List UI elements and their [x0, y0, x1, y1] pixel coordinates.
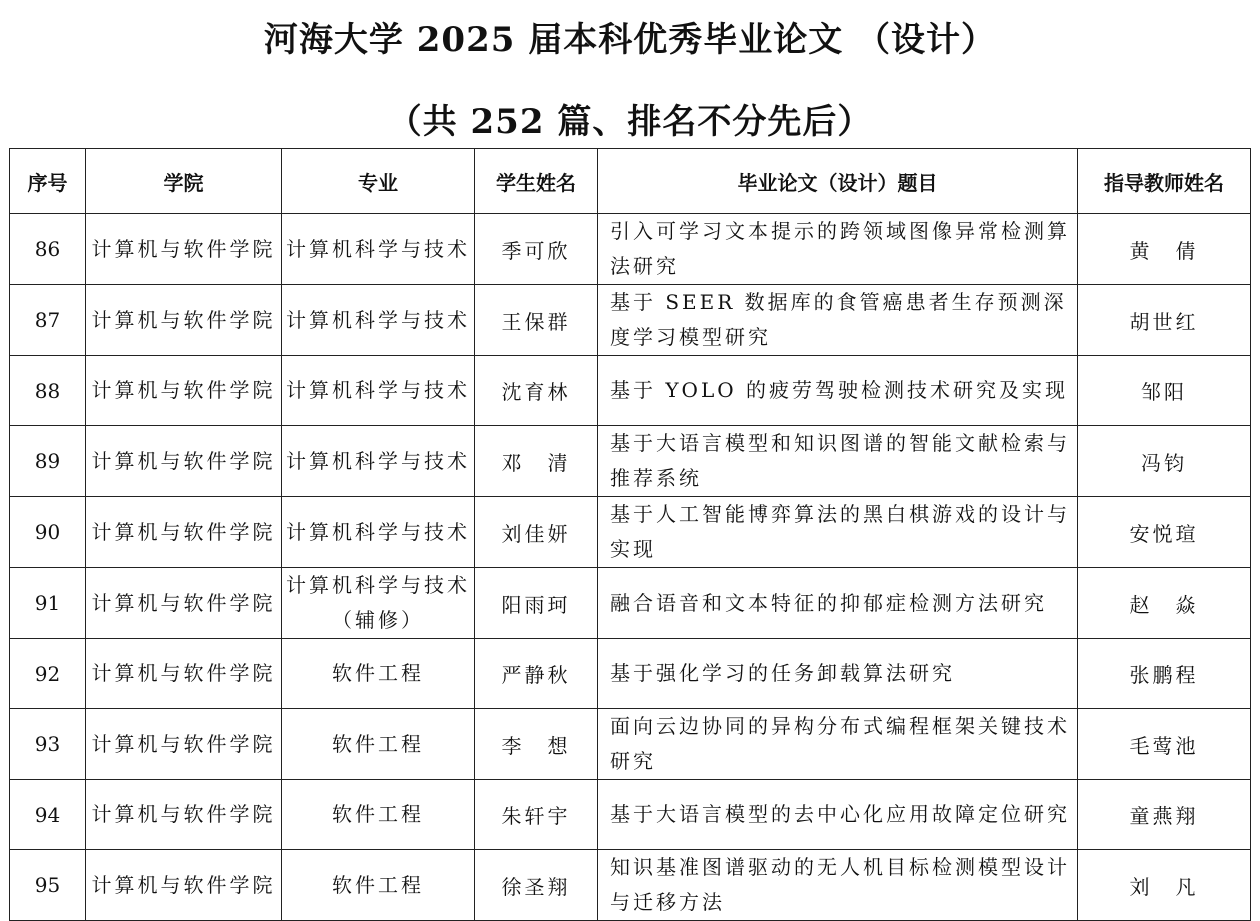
- cell-college: 计算机与软件学院: [86, 780, 282, 850]
- cell-advisor: 安悦瑄: [1078, 497, 1251, 568]
- cell-college: 计算机与软件学院: [86, 568, 282, 639]
- header-major: 专业: [282, 149, 475, 214]
- table-header-row: [10, 149, 1251, 214]
- cell-college: 计算机与软件学院: [86, 850, 282, 921]
- cell-thesis-title: 基于人工智能博弈算法的黑白棋游戏的设计与实现: [598, 497, 1078, 568]
- header-college: 学院: [86, 149, 282, 214]
- header-thesis-title: 毕业论文（设计）题目: [598, 149, 1078, 214]
- cell-no: 86: [10, 214, 86, 285]
- cell-thesis-title: 融合语音和文本特征的抑郁症检测方法研究: [598, 568, 1078, 639]
- cell-major: 计算机科学与技术: [282, 356, 475, 426]
- table-row: [10, 497, 1251, 568]
- cell-advisor: 童燕翔: [1078, 780, 1251, 850]
- cell-major: 计算机科学与技术: [282, 497, 475, 568]
- cell-major: 软件工程: [282, 780, 475, 850]
- cell-major: 计算机科学与技术: [282, 214, 475, 285]
- cell-major: 计算机科学与技术（辅修）: [282, 568, 475, 639]
- cell-student: 徐圣翔: [475, 850, 598, 921]
- cell-advisor: 黄 倩: [1078, 214, 1251, 285]
- cell-no: 92: [10, 639, 86, 709]
- cell-no: 89: [10, 426, 86, 497]
- table-row: [10, 639, 1251, 709]
- document-subtitle: （共 252 篇、排名不分先后）: [387, 102, 873, 142]
- cell-thesis-title: 基于大语言模型和知识图谱的智能文献检索与推荐系统: [598, 426, 1078, 497]
- cell-thesis-title: 基于强化学习的任务卸载算法研究: [598, 639, 1078, 709]
- cell-major: 计算机科学与技术: [282, 426, 475, 497]
- thesis-table: [9, 148, 1251, 921]
- cell-major: 软件工程: [282, 639, 475, 709]
- cell-advisor: 毛莺池: [1078, 709, 1251, 780]
- cell-no: 90: [10, 497, 86, 568]
- table-row: [10, 214, 1251, 285]
- cell-major: 计算机科学与技术: [282, 285, 475, 356]
- cell-advisor: 邹阳: [1078, 356, 1251, 426]
- table-row: [10, 356, 1251, 426]
- cell-student: 沈育林: [475, 356, 598, 426]
- cell-college: 计算机与软件学院: [86, 709, 282, 780]
- header-advisor: 指导教师姓名: [1078, 149, 1251, 214]
- cell-no: 87: [10, 285, 86, 356]
- cell-major: 软件工程: [282, 850, 475, 921]
- document-title: 河海大学 2025 届本科优秀毕业论文 （设计）: [263, 20, 997, 60]
- cell-advisor: 赵 焱: [1078, 568, 1251, 639]
- table-row: [10, 426, 1251, 497]
- cell-college: 计算机与软件学院: [86, 426, 282, 497]
- table-row: [10, 850, 1251, 921]
- cell-advisor: 刘 凡: [1078, 850, 1251, 921]
- cell-advisor: 胡世红: [1078, 285, 1251, 356]
- cell-college: 计算机与软件学院: [86, 214, 282, 285]
- cell-student: 刘佳妍: [475, 497, 598, 568]
- header-student: 学生姓名: [475, 149, 598, 214]
- cell-thesis-title: 引入可学习文本提示的跨领域图像异常检测算法研究: [598, 214, 1078, 285]
- cell-student: 严静秋: [475, 639, 598, 709]
- cell-student: 朱轩宇: [475, 780, 598, 850]
- table-row: [10, 780, 1251, 850]
- cell-thesis-title: 基于 SEER 数据库的食管癌患者生存预测深度学习模型研究: [598, 285, 1078, 356]
- cell-student: 季可欣: [475, 214, 598, 285]
- cell-college: 计算机与软件学院: [86, 285, 282, 356]
- cell-no: 88: [10, 356, 86, 426]
- cell-major: 软件工程: [282, 709, 475, 780]
- cell-thesis-title: 面向云边协同的异构分布式编程框架关键技术研究: [598, 709, 1078, 780]
- cell-thesis-title: 基于 YOLO 的疲劳驾驶检测技术研究及实现: [598, 356, 1078, 426]
- cell-advisor: 张鹏程: [1078, 639, 1251, 709]
- cell-no: 94: [10, 780, 86, 850]
- cell-student: 阳雨珂: [475, 568, 598, 639]
- cell-college: 计算机与软件学院: [86, 639, 282, 709]
- cell-no: 93: [10, 709, 86, 780]
- header-no: 序号: [10, 149, 86, 214]
- cell-advisor: 冯钧: [1078, 426, 1251, 497]
- cell-student: 王保群: [475, 285, 598, 356]
- cell-thesis-title: 基于大语言模型的去中心化应用故障定位研究: [598, 780, 1078, 850]
- cell-no: 95: [10, 850, 86, 921]
- cell-thesis-title: 知识基准图谱驱动的无人机目标检测模型设计与迁移方法: [598, 850, 1078, 921]
- cell-college: 计算机与软件学院: [86, 497, 282, 568]
- table-row: [10, 568, 1251, 639]
- cell-student: 邓 清: [475, 426, 598, 497]
- table-row: [10, 285, 1251, 356]
- table-row: [10, 709, 1251, 780]
- cell-college: 计算机与软件学院: [86, 356, 282, 426]
- cell-student: 李 想: [475, 709, 598, 780]
- cell-no: 91: [10, 568, 86, 639]
